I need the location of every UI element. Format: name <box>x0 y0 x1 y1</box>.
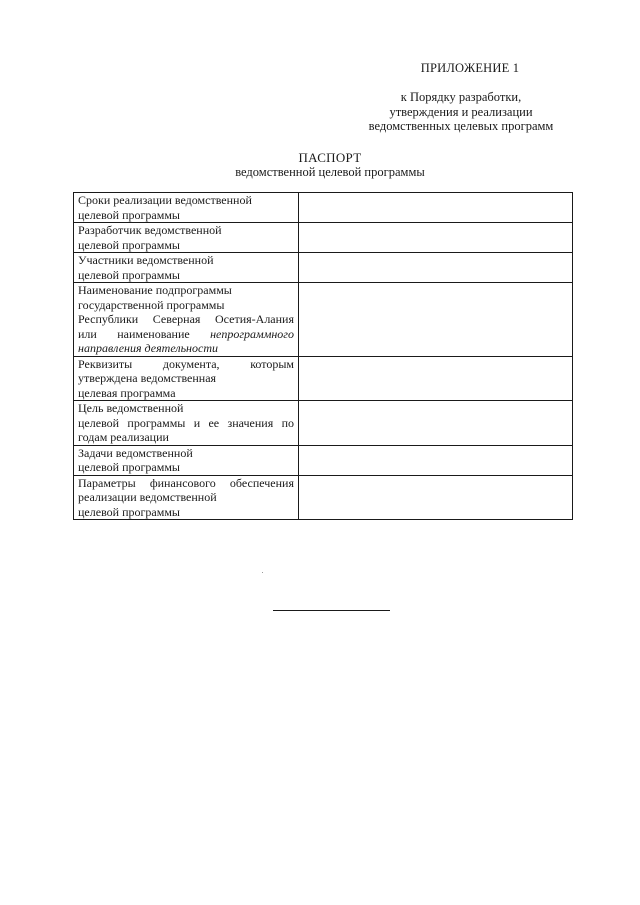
row-label-line: целевой программы <box>78 504 180 519</box>
speck-mark <box>262 572 263 573</box>
table-row <box>74 401 573 446</box>
passport-table <box>73 192 573 520</box>
row-label-line: Сроки реализации ведомственной <box>78 193 252 207</box>
row-value <box>299 223 573 253</box>
table-row <box>74 475 573 520</box>
row-label <box>74 223 299 253</box>
row-label-line: Параметры финансового обеспечения <box>78 475 294 490</box>
row-label-line-italic: направления деятельности <box>78 341 219 355</box>
signature-line <box>273 610 390 611</box>
row-label <box>74 475 299 520</box>
row-label <box>74 356 299 401</box>
appendix-reference <box>356 90 566 134</box>
table-row <box>74 283 573 357</box>
row-value <box>299 253 573 283</box>
table-row <box>74 193 573 223</box>
row-label <box>74 253 299 283</box>
row-label <box>74 193 299 223</box>
row-label-line: целевой программы <box>78 460 180 474</box>
row-label <box>74 283 299 357</box>
table-row <box>74 445 573 475</box>
appendix-ref-line: ведомственных целевых программ <box>368 119 554 133</box>
row-label-line: государственной программы <box>78 297 225 312</box>
row-value <box>299 401 573 446</box>
row-label-line: реализации ведомственной <box>78 490 217 504</box>
row-value <box>299 475 573 520</box>
row-label-line <box>78 327 294 342</box>
row-label-fragment-italic: непрограммного <box>210 326 294 341</box>
passport-subtitle: ведомственной целевой программы <box>235 165 425 179</box>
row-value <box>299 193 573 223</box>
row-label-line: Разработчик ведомственной <box>78 223 222 237</box>
row-label <box>74 401 299 446</box>
row-label-line: целевой программы <box>78 237 180 252</box>
appendix-ref-line: утверждения и реализации <box>389 104 533 119</box>
row-label-line: утверждена ведомственная <box>78 371 217 385</box>
appendix-ref-line: к Порядку разработки, <box>400 90 522 104</box>
row-label <box>74 445 299 475</box>
row-label-line: Наименование подпрограммы <box>78 283 232 297</box>
passport-title: ПАСПОРТ <box>298 150 362 165</box>
row-value <box>299 283 573 357</box>
row-label-line: Реквизиты документа, которым <box>78 356 294 371</box>
row-label-line: целевой программы и ее значения по <box>78 415 294 430</box>
table-row <box>74 253 573 283</box>
row-label-line: Республики Северная Осетия-Алания <box>78 312 294 326</box>
row-label-line: Цель ведомственной <box>78 401 184 415</box>
row-value <box>299 445 573 475</box>
row-label-line: целевая программа <box>78 385 176 400</box>
row-label-line: годам реализации <box>78 430 169 444</box>
row-label-fragment: или наименование <box>78 326 190 341</box>
row-label-line: Участники ведомственной <box>78 253 214 267</box>
row-label-line: целевой программы <box>78 207 180 222</box>
row-value <box>299 356 573 401</box>
row-label-line: целевой программы <box>78 267 180 282</box>
table-row <box>74 356 573 401</box>
appendix-title: ПРИЛОЖЕНИЕ 1 <box>420 61 520 75</box>
row-label-line: Задачи ведомственной <box>78 445 193 460</box>
table-row <box>74 223 573 253</box>
